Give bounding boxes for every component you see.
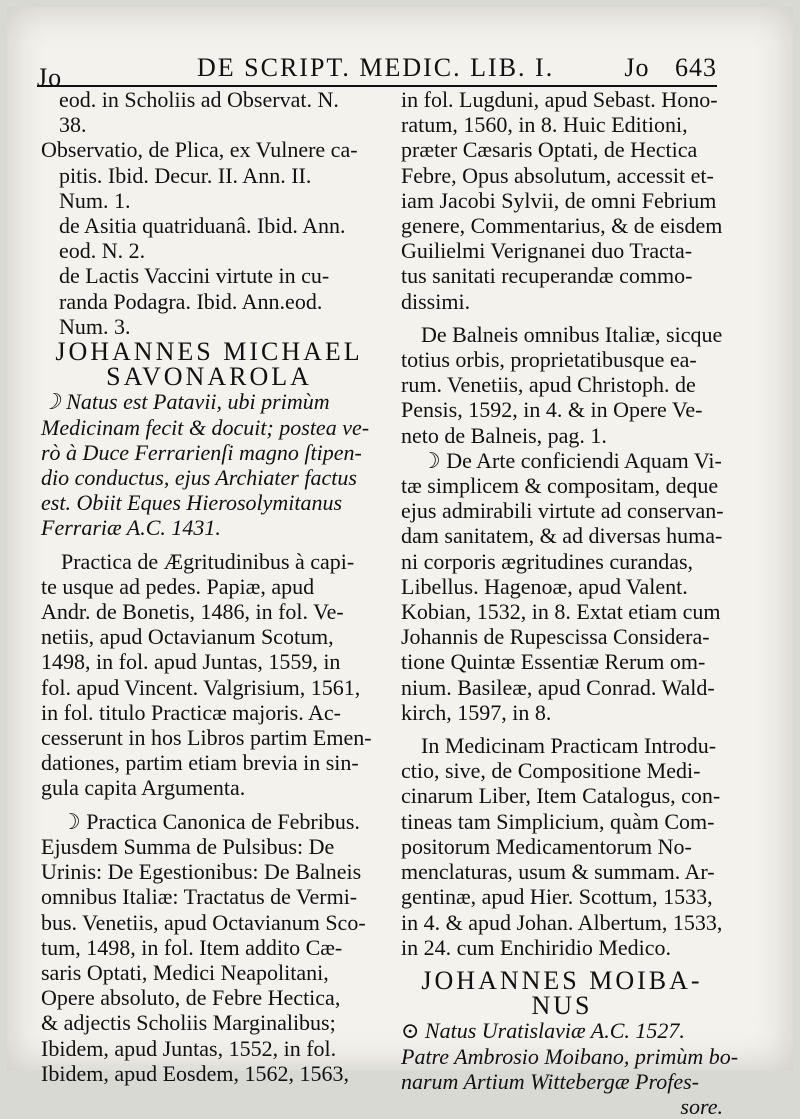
text-line: dissimi. [401,288,471,314]
text-line: cesserunt in hos Libros partim Emen- [41,725,372,751]
text-line: te usque ad pedes. Papiæ, apud [41,573,315,599]
left-column [41,87,377,1086]
text-line: in fol. titulo Practicæ majoris. Ac- [41,699,342,725]
text-line: tione Quintæ Essentiæ Rerum om- [401,649,706,675]
text-line: Andr. de Bonetis, 1486, in fol. Ve- [41,599,344,625]
text-line: Num. 3. [59,313,131,339]
text-line: ☽ Natus est Patavii, ubi primùm [41,389,330,415]
text-line: dationes, partim etiam brevia in sin- [41,750,359,776]
text-line: in 4. & apud Johan. Albertum, 1533, [401,909,723,935]
page-number-value: 643 [675,53,717,82]
text-line: in fol. Lugduni, apud Sebast. Hono- [401,87,718,112]
text-line: iam Jacobi Sylvii, de omni Febrium [401,187,717,213]
text-line: Patre Ambrosio Moibano, primùm bo- [401,1043,739,1069]
text-line: 38. [59,112,87,138]
text-line: eod. in Scholiis ad Observat. N. [59,87,339,112]
text-line: genere, Commentarius, & de eisdem [401,213,723,239]
text-line: totius orbis, proprietatibusque ea- [401,347,697,373]
text-line: Ejusdem Summa de Pulsibus: De [41,833,335,859]
running-title: DE SCRIPT. MEDIC. LIB. I. [197,53,555,82]
text-line: Practica de Ægritudinibus à capi- [61,548,355,574]
entry-heading: SAVONAROLA [106,362,312,392]
text-line: rum. Venetiis, apud Christoph. de [401,372,696,398]
text-line: tum, 1498, in fol. Item addito Cæ- [41,934,343,960]
text-line: netiis, apud Octavianum Scotum, [41,624,334,650]
text-line: de Lactis Vaccini virtute in cu- [59,263,330,289]
text-line: omnibus Italiæ: Tractatus de Vermi- [41,884,358,910]
text-line: De Balneis omnibus Italiæ, sicque [421,321,723,347]
text-line: fol. apud Vincent. Valgrisium, 1561, [41,674,361,700]
text-line: tineas tam Simplicium, quàm Com- [401,808,715,834]
text-line: menclaturas, usum & summam. Ar- [401,859,715,885]
text-line: gula capita Argumenta. [41,775,246,801]
text-line: & adjectis Scholiis Marginalibus; [41,1010,336,1036]
text-line: dio conductus, ejus Archiater factus [41,465,357,491]
text-line: præter Cæsaris Optati, de Hectica [401,137,698,163]
text-line: ejus admirabili virtute ad conservan- [401,498,724,524]
text-line: neto de Balneis, pag. 1. [401,422,607,448]
text-line: ☽ De Arte conficiendi Aquam Vi- [421,447,722,473]
text-line: kirch, 1597, in 8. [401,699,552,725]
book-page [7,7,793,1119]
text-line: Medicinam fecit & docuit; postea ve- [41,414,370,440]
text-line: tæ simplicem & compositam, deque [401,473,719,499]
text-line: pitis. Ibid. Decur. II. Ann. II. [59,162,312,188]
text-line: bus. Venetiis, apud Octavianum Sco- [41,909,366,935]
running-header [37,53,717,92]
text-line: rò à Duce Ferrarienſi magno ſtipen- [41,439,362,465]
text-line: Libellus. Hagenoæ, apud Valent. [401,573,688,599]
left-catchword: Jo [37,63,63,92]
text-line: In Medicinam Practicam Introdu- [421,733,717,759]
text-line: Ibidem, apud Eosdem, 1562, 1563, [41,1060,349,1086]
text-line: Num. 1. [59,187,131,213]
text-line: ctio, sive, de Compositione Medi- [401,758,701,784]
text-line: sore. [680,1093,723,1119]
text-line: nium. Basileæ, apud Conrad. Wald- [401,674,715,700]
text-line: narum Artium Wittebergæ Profes- [401,1068,700,1094]
text-line: gentinæ, apud Hier. Scottum, 1533, [401,884,713,910]
text-line: est. Obiit Eques Hierosolymitanus [41,490,343,516]
text-line: Ibidem, apud Juntas, 1552, in fol. [41,1035,337,1061]
text-line: tus sanitati recuperandæ commo- [401,263,693,289]
text-line: ☽ Practica Canonica de Febribus. [61,808,360,834]
right-column [401,87,739,1119]
text-line: in 24. cum Enchiridio Medico. [401,934,672,960]
text-line: Febre, Opus absolutum, accessit et- [401,162,714,188]
text-line: ratum, 1560, in 8. Huic Editioni, [401,112,688,138]
page-number [624,53,717,83]
right-catchword: Jo [624,53,650,82]
entry-heading: NUS [531,991,593,1021]
text-line: ⊙ Natus Uratislaviæ A.C. 1527. [401,1018,685,1044]
text-line: cinarum Liber, Item Catalogus, con- [401,783,721,809]
text-line: Pensis, 1592, in 4. & in Opere Ve- [401,397,703,423]
entry-heading: JOHANNES MICHAEL [55,337,363,367]
text-line: Kobian, 1532, in 8. Extat etiam cum [401,599,721,625]
text-line: Johannis de Rupescissa Considera- [401,624,710,650]
text-line: Observatio, de Plica, ex Vulnere ca- [41,137,358,163]
text-line: Urinis: De Egestionibus: De Balneis [41,859,362,885]
entry-heading: JOHANNES MOIBA- [421,965,703,995]
text-line: Opere absoluto, de Febre Hectica, [41,985,341,1011]
text-line: de Asitia quatriduanâ. Ibid. Ann. [59,213,346,239]
text-line: saris Optati, Medici Neapolitani, [41,959,329,985]
text-line: dam sanitatem, & ad diversas huma- [401,523,723,549]
text-line: eod. N. 2. [59,238,146,264]
text-line: 1498, in fol. apud Juntas, 1559, in [41,649,341,675]
text-line: ni corporis ægritudines curandas, [401,548,694,574]
text-line: Guilielmi Verignanei duo Tracta- [401,238,693,264]
text-line: Ferrariæ A.C. 1431. [41,515,221,541]
text-line: randa Podagra. Ibid. Ann.eod. [59,288,323,314]
text-line: positorum Medicamentorum No- [401,833,692,859]
